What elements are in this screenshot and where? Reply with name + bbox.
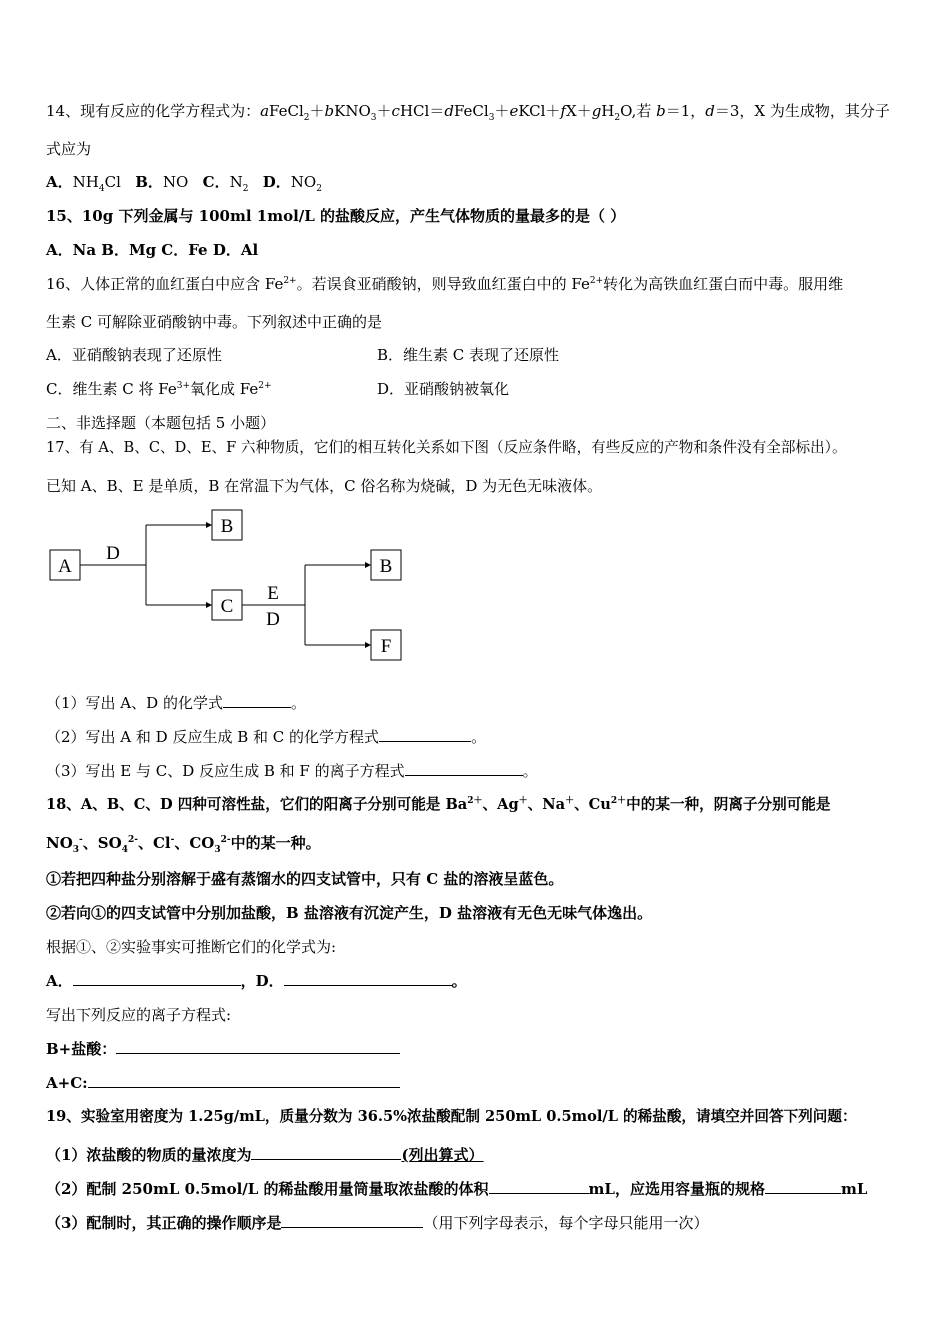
text: （用下列字母表示，每个字母只能用一次） (423, 1214, 709, 1232)
coef-c: c (391, 102, 400, 120)
answer-blank-a[interactable] (73, 971, 241, 986)
formula: KCl (518, 102, 546, 120)
label-f: F (380, 636, 392, 657)
text: （3）写出 E 与 C、D 反应生成 B 和 F 的离子方程式 (46, 762, 405, 780)
text: 。 (451, 972, 467, 990)
text: 、Na (527, 796, 566, 813)
text: 。 (471, 728, 487, 746)
text: 。 (290, 694, 306, 712)
text: 中的某一种。 (230, 834, 321, 852)
coef-f: f (560, 102, 566, 120)
option-text: NO (162, 173, 189, 191)
coef-e: e (509, 102, 519, 120)
label-a: A (58, 556, 72, 577)
text: (列出算式） (401, 1146, 484, 1164)
q18-statement-2: ②若向①的四支试管中分别加盐酸，B 盐溶液有沉淀产生，D 盐溶液有无色无味气体逸出。 (46, 904, 653, 922)
q16-line1 (46, 274, 843, 294)
q16-line2: 生素 C 可解除亚硝酸钠中毒。下列叙述中正确的是 (46, 313, 383, 331)
formula: H (601, 102, 615, 120)
q14-line1 (46, 101, 890, 121)
text: A+C: (46, 1074, 88, 1092)
text: ，D． (240, 972, 284, 990)
label-e: E (267, 583, 279, 604)
formula: HCl (399, 102, 430, 120)
text: ＝3，X 为生成物，其分子 (714, 102, 890, 120)
sub: 4 (98, 184, 105, 194)
option-label: B． (135, 173, 163, 191)
option-label: D． (262, 173, 291, 191)
option-label: A． (46, 173, 73, 191)
q17-part2 (46, 727, 486, 747)
sup: - (79, 835, 83, 845)
plus: ＋ (494, 102, 510, 120)
q16-option-b: B．维生素 C 表现了还原性 (377, 346, 560, 364)
text: mL (840, 1180, 868, 1198)
q18-statement-1: ①若把四种盐分别溶解于盛有蒸馏水的四支试管中，只有 C 盐的溶液呈蓝色。 (46, 870, 564, 888)
q17-part1 (46, 693, 306, 713)
text: （2）写出 A 和 D 反应生成 B 和 C 的化学方程式 (46, 728, 380, 746)
text: mL，应选用容量瓶的规格 (588, 1180, 765, 1198)
sup: 2+ (589, 276, 604, 286)
answer-blank-d[interactable] (284, 971, 452, 986)
text: ,若 (631, 102, 657, 120)
q16-option-c (46, 379, 272, 399)
sub: 2 (316, 184, 322, 194)
text: 。若误食亚硝酸钠，则导致血红蛋白中的 Fe (296, 275, 590, 293)
q14-options (46, 172, 322, 192)
answer-blank[interactable] (765, 1179, 841, 1194)
text: 、Cl (137, 834, 171, 852)
q18-reaction-1 (46, 1039, 400, 1059)
q16-option-a: A．亚硝酸钠表现了还原性 (46, 346, 222, 364)
text: 16、人体正常的血红蛋白中应含 Fe (46, 275, 284, 293)
q17-part3 (46, 761, 538, 781)
q18-line2 (46, 833, 321, 853)
sup: ＋ (518, 796, 528, 807)
text: （1）写出 A、D 的化学式 (46, 694, 223, 712)
arrowhead (365, 562, 371, 568)
text: B+盐酸： (46, 1040, 117, 1058)
q17-line1: 17、有 A、B、C、D、E、F 六种物质，它们的相互转化关系如下图（反应条件略，有些反应的产物和条件没有全部标出）。 (46, 439, 847, 456)
sup: ＋ (565, 796, 575, 807)
text: ＝1， (665, 102, 706, 120)
sup: 2- (220, 835, 231, 845)
sub: 3 (72, 845, 80, 855)
text: （3）配制时，其正确的操作顺序是 (46, 1214, 282, 1232)
q17-line2: 已知 A、B、E 是单质，B 在常温下为气体，C 俗名称为烧碱，D 为无色无味液体。 (46, 477, 603, 495)
option-text: Cl (104, 173, 121, 191)
section-heading: 二、非选择题（本题包括 5 小题） (46, 414, 276, 432)
plus: ＋ (545, 102, 561, 120)
sup: - (170, 835, 175, 845)
text: 、CO (174, 834, 215, 852)
label-b2: B (379, 556, 393, 577)
label-c: C (220, 596, 234, 617)
text: 中的某一种，阴离子分别可能是 (626, 796, 831, 813)
option-text: NH (72, 173, 99, 191)
coef-d: d (444, 102, 454, 120)
coef-a: a (260, 102, 270, 120)
sup: 2+ (258, 381, 272, 391)
text: C．维生素 C 将 Fe (46, 380, 177, 398)
formula: FeCl (453, 102, 489, 120)
formula: X (565, 102, 577, 120)
sup: 2＋ (610, 796, 627, 807)
answer-blank[interactable] (116, 1039, 400, 1054)
q19-part3 (46, 1213, 708, 1233)
answer-blank[interactable] (88, 1073, 400, 1088)
reaction-diagram (46, 505, 416, 667)
label-b1: B (220, 516, 234, 537)
plus: ＋ (309, 102, 325, 120)
option-text: N (229, 173, 243, 191)
q19-stem: 19、实验室用密度为 1.25g/mL，质量分数为 36.5%浓盐酸配制 250mL 0.5mol/L 的稀盐酸，请填空并回答下列问题： (46, 1108, 857, 1125)
coef: d (705, 102, 715, 120)
label-d1: D (106, 543, 120, 564)
sup: 2＋ (467, 796, 483, 807)
plus: ＋ (576, 102, 592, 120)
q18-statement-3: 根据①、②实验事实可推断它们的化学式为: (46, 938, 337, 956)
sup: 2- (127, 835, 138, 845)
sub: 3 (488, 113, 495, 123)
q19-part2 (46, 1179, 867, 1199)
sub: 2 (614, 113, 621, 123)
answer-blank[interactable] (489, 1179, 589, 1194)
formula: KNO (334, 102, 371, 120)
sup: 3+ (176, 381, 191, 391)
text: 氧化成 Fe (190, 380, 259, 398)
label-d2: D (266, 609, 280, 630)
formula: O (620, 102, 632, 120)
coef-g: g (591, 102, 602, 120)
q18-statement-4: 写出下列反应的离子方程式: (46, 1006, 232, 1024)
q19-part1 (46, 1145, 484, 1165)
arrowhead (206, 602, 212, 608)
text: A． (46, 972, 73, 990)
q18-line1 (46, 795, 831, 815)
sub: 2 (303, 113, 310, 123)
sub: 4 (121, 845, 128, 855)
sup: 2+ (283, 276, 297, 286)
text: NO (46, 834, 73, 852)
option-text: NO (290, 173, 317, 191)
text: （1）浓盐酸的物质的量浓度为 (46, 1146, 252, 1164)
sub: 3 (214, 845, 221, 855)
q15-stem: 15、10g 下列金属与 100ml 1mol/L 的盐酸反应，产生气体物质的量最多的是（ ） (46, 207, 626, 225)
text: 、Ag (482, 796, 519, 813)
text: 。 (522, 762, 538, 780)
text: 、Cu (574, 796, 611, 813)
q14-prefix: 14、现有反应的化学方程式为： (46, 102, 261, 120)
formula: FeCl (269, 102, 304, 120)
plus: ＋ (376, 102, 392, 120)
answer-blank[interactable] (281, 1213, 423, 1228)
text: 、SO (82, 834, 122, 852)
q18-reaction-2 (46, 1073, 400, 1093)
answer-blank[interactable] (251, 1145, 401, 1160)
text: （2）配制 250mL 0.5mol/L 的稀盐酸用量筒量取浓盐酸的体积 (46, 1180, 489, 1198)
arrowhead (206, 522, 212, 528)
q15-options: A．Na B．Mg C．Fe D．Al (46, 241, 259, 259)
q14-line2: 式应为 (46, 140, 92, 158)
q18-answers (46, 971, 467, 991)
equals: ＝ (429, 102, 445, 120)
sub: 3 (370, 113, 377, 123)
text: 转化为高铁血红蛋白而中毒。服用维 (603, 275, 844, 293)
answer-blank[interactable] (223, 693, 291, 708)
coef-b: b (324, 102, 335, 120)
sub: 2 (242, 184, 249, 194)
text: 18、A、B、C、D 四种可溶性盐，它们的阳离子分别可能是 Ba (46, 796, 468, 813)
arrowhead (365, 642, 371, 648)
answer-blank[interactable] (379, 727, 471, 742)
q16-option-d: D．亚硝酸钠被氧化 (377, 380, 510, 398)
option-label: C． (202, 173, 230, 191)
coef: b (656, 102, 666, 120)
answer-blank[interactable] (405, 761, 523, 776)
